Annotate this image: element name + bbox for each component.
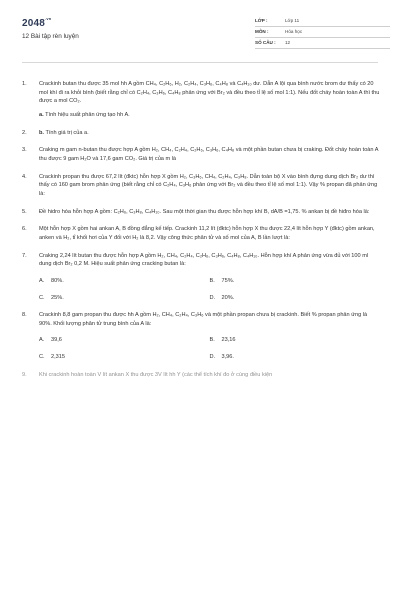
answer-option[interactable] [39, 336, 210, 345]
question-item [22, 173, 380, 199]
logo-text: 2048 [22, 18, 46, 29]
question-text: Craking m gam n-butan thu được hợp A gồm H₂, CH₄, C₂H₄, C₂H₆, C₃H₆, C₄H₈ và một phần butan chưa bị craking. Đốt cháy hoàn toàn A thu được 9 gam H₂O và 17,6 gam CO₂. Giá trị của m là [39, 147, 379, 162]
question-list [22, 80, 380, 388]
header-divider [22, 62, 378, 63]
question-number: 8. [22, 312, 27, 319]
meta-value: 12 [285, 40, 291, 46]
option-value: 23,16 [221, 337, 236, 344]
question-number: 5. [22, 208, 27, 215]
question-number: 2. [22, 129, 27, 136]
meta-row-count [255, 38, 390, 49]
option-label: C. [39, 294, 45, 301]
page-title: 12 Bài tập rèn luyện [22, 33, 79, 40]
answer-options [39, 277, 380, 302]
meta-row-class [255, 16, 390, 27]
option-value: 3,96. [221, 354, 234, 361]
question-number: 7. [22, 252, 27, 259]
question-text: Khi crackinh hoàn toàn V lít ankan X thu được 3V lít hh Y (các thể tích khí đo ở cùng điều kiện [39, 371, 273, 378]
option-label: D. [209, 354, 216, 361]
meta-key: LỚP : [255, 18, 268, 24]
sub-question [39, 130, 89, 136]
sub-question-text: Tính giá trị của a. [45, 129, 89, 136]
question-item [22, 371, 380, 380]
question-number: 6. [22, 226, 27, 233]
meta-value: Lớp 11 [285, 18, 300, 24]
question-item [22, 80, 380, 120]
question-item [22, 311, 380, 362]
option-label: A. [39, 337, 45, 344]
option-value: 20%. [221, 294, 235, 301]
sub-question-label: a. [39, 111, 44, 118]
meta-key: SỐ CÂU : [255, 40, 276, 46]
question-item [22, 146, 380, 163]
option-label: B. [209, 277, 215, 284]
answer-option[interactable] [210, 277, 381, 286]
option-value: 25%. [51, 294, 64, 301]
answer-option[interactable] [210, 336, 381, 345]
option-value: 2,315 [51, 354, 65, 361]
question-number: 4. [22, 173, 27, 180]
option-value: 75%. [221, 277, 235, 284]
meta-row-subject [255, 27, 390, 38]
answer-option[interactable] [39, 294, 210, 303]
sub-question [39, 111, 380, 120]
question-text: Craking 2,24 lít butan thu được hỗn hợp A gồm H₂, CH₄, C₂H₄, C₂H₆, C₃H₆, C₄H₈, C₄H₁₀. Hỗn hợp khí A phản ứng vừa đủ với 100 ml dung dịch Br₂ 0,2 M. Hiệu suất phản ứng cracking butan là: [39, 252, 369, 268]
question-item [22, 129, 380, 138]
answer-option[interactable] [39, 277, 210, 286]
question-number: 3. [22, 147, 27, 154]
meta-value: Hóa học [285, 29, 303, 35]
answer-option[interactable] [210, 294, 381, 303]
sub-question-label: b. [39, 129, 44, 136]
question-text: Đề hidro hóa hỗn hợp A gồm: C₂H₆, C₃H₈, C₄H₁₀. Sau một thời gian thu được hỗn hợp khí B, dA/B =1,75. % ankan bị đề hiđro hóa là: [39, 208, 370, 215]
page-header [0, 0, 400, 62]
sub-question-text: Tính hiệu suất phản ứng tạo hh A. [45, 111, 130, 118]
answer-option[interactable] [210, 353, 381, 362]
option-label: D. [209, 294, 216, 301]
question-item [22, 252, 380, 303]
answer-options [39, 336, 380, 361]
question-text: Crackinh 8,8 gam propan thu được hh A gồm H₂, CH₄, C₂H₄, C₃H₆ và một phần propan chưa bị crackinh. Biết % propan phản ứng là 90%. Khối lượng phân tử trung bình của A là: [39, 312, 368, 327]
option-label: C. [39, 354, 45, 361]
answer-option[interactable] [39, 353, 210, 362]
site-logo[interactable] [22, 16, 51, 32]
option-label: B. [209, 337, 215, 344]
meta-key: MÔN : [255, 29, 269, 35]
question-number: 1. [22, 81, 27, 87]
option-value: 80%. [51, 277, 64, 284]
question-text: Crackinh butan thu được 35 mol hh A gồm CH₄, C₂H₆, H₂, C₂H₄, C₃H₆, C₄H₈ và C₄H₁₀ dư. Dẫn A lội qua bình nước brom dư thấy có 20 mol khí đi ra khỏi bình (biết rằng chỉ có C₂H₄, C₃H₆, C₄H₈ phản ứng với Br₂ và đều theo tỉ lệ số mol 1:1). Nếu đốt cháy hoàn toàn A thì thu được a mol CO₂. [39, 81, 380, 105]
question-text: Một hỗn hợp X gồm hai ankan A, B đồng đẳng kế tiếp. Crackinh 11,2 lít (đktc) hỗn hợp X thu được 22,4 lít hỗn hợp Y (đktc) gồm ankan, anken và H₂, tỉ khối hơi của Y đối với H₂ là 8,2. Vậy công thức phân tử và số mol của A, B lần lượt là: [39, 226, 375, 241]
option-value: 39,6 [51, 337, 62, 344]
question-number: 9. [22, 371, 27, 378]
question-item [22, 208, 380, 217]
question-text: Crackinh propan thu được 67,2 lít (đktc) hỗn hợp X gồm H₂, C₃H₆, CH₄, C₂H₄, C₃H₈. Dẫn toàn bộ X vào bình đựng dung dịch Br₂ dư thì thấy có 160 gam brom phản ứng (biết rằng chỉ có C₂H₄, C₃H₆ phản ứng với Br₂ và đều theo tỉ lệ số mol 1:1). Vậy % propan đã phản ứng là: [39, 173, 378, 197]
logo-suffix: .vn [45, 16, 52, 21]
meta-table [255, 16, 390, 49]
option-label: A. [39, 277, 45, 284]
question-item [22, 225, 380, 242]
